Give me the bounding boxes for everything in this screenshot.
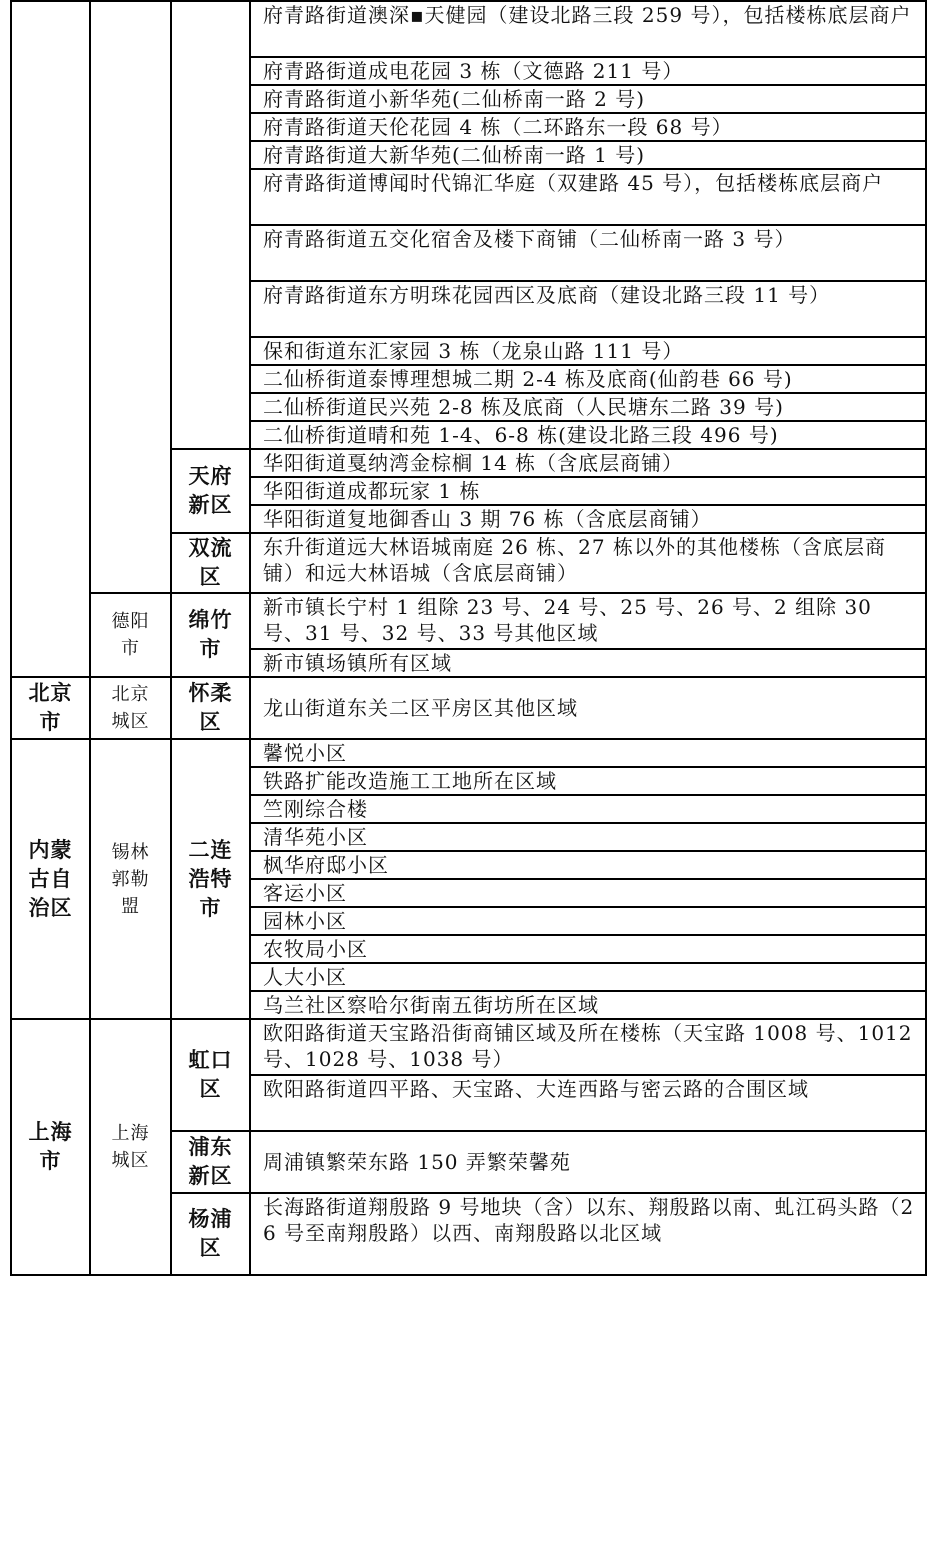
- label-line: 区: [199, 1077, 222, 1101]
- area-cell: 二仙桥街道民兴苑 2-8 栋及底商（人民塘东二路 39 号): [250, 393, 926, 421]
- label-line: 市: [199, 637, 222, 661]
- table-body: [11, 1, 926, 1275]
- label-line: 古自: [28, 866, 73, 891]
- area-cell: 新市镇长宁村 1 组除 23 号、24 号、25 号、26 号、2 组除 30 号、31 号、32 号、33 号其他区域: [250, 593, 926, 649]
- district-cell: [171, 1193, 250, 1275]
- label-line: 区: [199, 710, 222, 734]
- area-cell: 清华苑小区: [250, 823, 926, 851]
- area-cell: 竺刚综合楼: [250, 795, 926, 823]
- table-row: [11, 1019, 926, 1075]
- area-cell: 华阳街道戛纳湾金棕榈 14 栋（含底层商铺）: [250, 449, 926, 477]
- label-line: 北京: [111, 684, 150, 705]
- label-line: 区: [199, 565, 222, 589]
- area-cell: 铁路扩能改造施工工地所在区域: [250, 767, 926, 795]
- label-line: 市: [39, 1149, 62, 1173]
- area-cell: 二仙桥街道晴和苑 1-4、6-8 栋(建设北路三段 496 号): [250, 421, 926, 449]
- area-cell: 保和街道东汇家园 3 栋（龙泉山路 111 号）: [250, 337, 926, 365]
- label-line: 北京: [28, 681, 73, 705]
- province-cell: [11, 677, 90, 739]
- label-line: 上海: [28, 1120, 73, 1144]
- area-cell: 东升街道远大林语城南庭 26 栋、27 栋以外的其他楼栋（含底层商铺）和远大林语城（含底层商铺）: [250, 533, 926, 593]
- city-cell: [90, 677, 171, 739]
- area-cell: 长海路街道翔殷路 9 号地块（含）以东、翔殷路以南、虬江码头路（26 号至南翔殷路）以西、南翔殷路以北区域: [250, 1193, 926, 1275]
- risk-area-table: [10, 0, 927, 1276]
- city-cell: [90, 1, 171, 593]
- label-line: 锡林: [111, 841, 150, 863]
- label-line: 盟: [121, 895, 140, 917]
- area-cell: 农牧局小区: [250, 935, 926, 963]
- area-cell: 周浦镇繁荣东路 150 弄繁荣馨苑: [250, 1131, 926, 1193]
- city-cell: [90, 739, 171, 1019]
- area-cell: 府青路街道天伦花园 4 栋（二环路东一段 68 号）: [250, 113, 926, 141]
- area-cell: 府青路街道东方明珠花园西区及底商（建设北路三段 11 号）: [250, 281, 926, 337]
- label-line: 德阳: [111, 611, 150, 632]
- area-cell: 华阳街道复地御香山 3 期 76 栋（含底层商铺）: [250, 505, 926, 533]
- area-cell: 府青路街道博闻时代锦汇华庭（双建路 45 号），包括楼栋底层商户: [250, 169, 926, 225]
- city-cell: [90, 1019, 171, 1275]
- label-line: 区: [199, 1236, 222, 1260]
- area-cell: 欧阳路街道天宝路沿街商铺区域及所在楼栋（天宝路 1008 号、1012 号、1028 号、1038 号）: [250, 1019, 926, 1075]
- district-cell: [171, 677, 250, 739]
- area-cell: 二仙桥街道泰博理想城二期 2-4 栋及底商(仙韵巷 66 号): [250, 365, 926, 393]
- area-cell: 园林小区: [250, 907, 926, 935]
- label-line: 市: [199, 895, 222, 920]
- area-cell: 乌兰社区察哈尔街南五街坊所在区域: [250, 991, 926, 1019]
- area-cell: 龙山街道东关二区平房区其他区域: [250, 677, 926, 739]
- province-cell: [11, 1, 90, 677]
- label-line: 新区: [188, 1164, 233, 1188]
- area-cell: 枫华府邸小区: [250, 851, 926, 879]
- area-cell: 人大小区: [250, 963, 926, 991]
- label-line: 二连: [188, 837, 233, 862]
- label-line: 杨浦: [188, 1207, 233, 1231]
- label-line: 上海: [111, 1123, 150, 1144]
- label-line: 天府: [188, 464, 233, 488]
- district-cell: [171, 1, 250, 449]
- label-line: 内蒙: [28, 837, 73, 862]
- area-cell: 华阳街道成都玩家 1 栋: [250, 477, 926, 505]
- label-line: 市: [39, 710, 62, 734]
- district-cell: [171, 1131, 250, 1193]
- district-cell: [171, 739, 250, 1019]
- table-row: [11, 593, 926, 649]
- label-line: 双流: [188, 536, 233, 560]
- label-line: 城区: [111, 711, 150, 732]
- label-line: 城区: [111, 1150, 150, 1171]
- table-row: [11, 677, 926, 739]
- area-cell: 客运小区: [250, 879, 926, 907]
- area-cell: 馨悦小区: [250, 739, 926, 767]
- area-cell: 府青路街道小新华苑(二仙桥南一路 2 号): [250, 85, 926, 113]
- district-cell: [171, 533, 250, 593]
- label-line: 虹口: [188, 1048, 233, 1072]
- table-row: [11, 739, 926, 767]
- district-cell: [171, 593, 250, 677]
- area-cell: 府青路街道大新华苑(二仙桥南一路 1 号): [250, 141, 926, 169]
- label-line: 治区: [28, 895, 73, 920]
- province-cell: [11, 1019, 90, 1275]
- area-cell: 府青路街道五交化宿舍及楼下商铺（二仙桥南一路 3 号）: [250, 225, 926, 281]
- label-line: 浩特: [188, 866, 233, 891]
- district-cell: [171, 449, 250, 533]
- label-line: 绵竹: [188, 608, 233, 632]
- area-cell: 新市镇场镇所有区域: [250, 649, 926, 677]
- label-line: 新区: [188, 493, 233, 517]
- label-line: 郭勒: [111, 868, 150, 890]
- label-line: 市: [121, 638, 140, 659]
- area-cell: 欧阳路街道四平路、天宝路、大连西路与密云路的合围区域: [250, 1075, 926, 1131]
- table-row: [11, 1, 926, 57]
- province-cell: [11, 739, 90, 1019]
- city-cell: [90, 593, 171, 677]
- area-cell: 府青路街道成电花园 3 栋（文德路 211 号）: [250, 57, 926, 85]
- label-line: 怀柔: [188, 681, 233, 705]
- district-cell: [171, 1019, 250, 1131]
- area-cell: 府青路街道澳深▪天健园（建设北路三段 259 号），包括楼栋底层商户: [250, 1, 926, 57]
- label-line: 浦东: [188, 1135, 233, 1159]
